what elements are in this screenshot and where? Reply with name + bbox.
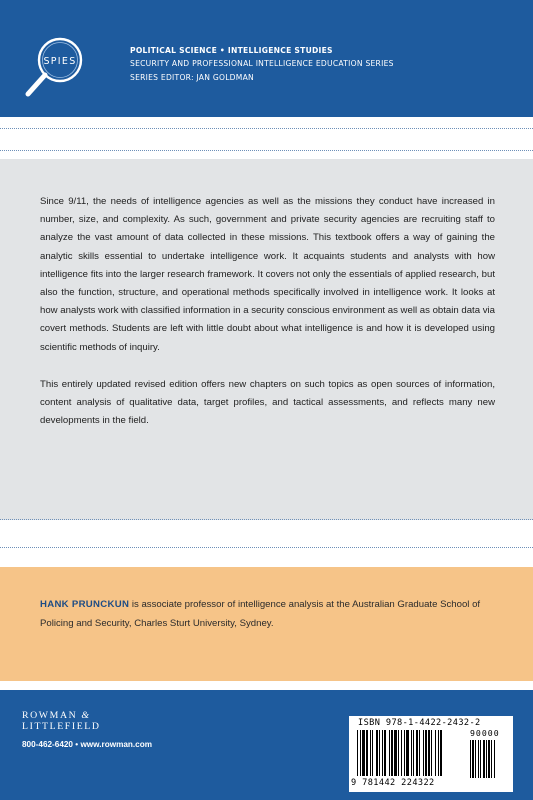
barcode-addon-bar	[483, 740, 485, 778]
barcode-bar	[401, 730, 402, 776]
price-code: 90000	[470, 728, 500, 738]
barcode-bar	[423, 730, 424, 776]
publisher-logo	[22, 711, 101, 732]
isbn-barcode	[349, 716, 513, 792]
category-line: POLITICAL SCIENCE • INTELLIGENCE STUDIES	[130, 46, 333, 55]
barcode-addon-bar	[480, 740, 481, 778]
spies-logo-magnifier-icon	[22, 30, 94, 102]
dotted-rule	[0, 547, 533, 548]
series-line: SECURITY AND PROFESSIONAL INTELLIGENCE EDUCATION SERIES	[130, 59, 394, 69]
logo-text: SPIES	[43, 56, 77, 67]
publisher-contact	[22, 740, 152, 749]
author-bio-text: is associate professor of intelligence analysis at the Australian Graduate School of Policing and Security, Charles Sturt University, Sydney.	[40, 599, 481, 629]
barcode-bar	[431, 730, 432, 776]
barcode-bar	[366, 730, 368, 776]
description-paragraph: Since 9/11, the needs of intelligence agencies as well as the missions they conduct have increased in number, size, and complexity. As such, government and private security agencies are recruiting staff to analyze the vast amount of data collected in these missions. This textbook offers a way of gaining the analytic skills essential to undertake intelligence work. It acquaints students and analysts with how intelligence fits into the larger research framework. It covers not only the essentials of applied research, but also the function, structure, and operational methods specifically involved in intelligence work. It looks at how analysts work with classified information in a security conscious environment as well as obtain data via covert methods. Students are left with little doubt about what intelligence is and how it is developed using scientific methods of inquiry.	[40, 196, 495, 353]
dotted-rule	[0, 128, 533, 129]
barcode-addon-bar	[488, 740, 490, 778]
publisher-line-2: LITTLEFIELD	[22, 720, 101, 732]
author-name: HANK PRUNCKUN	[40, 599, 130, 610]
series-editor-line: SERIES EDITOR: JAN GOLDMAN	[130, 72, 254, 82]
dotted-rule	[0, 150, 533, 151]
barcode-bar	[413, 730, 414, 776]
dotted-rule	[0, 519, 533, 520]
series-info	[130, 44, 394, 84]
barcode-addon-bar	[491, 740, 492, 778]
barcode-bar	[372, 730, 373, 776]
barcode-bar	[360, 730, 361, 776]
barcode-bar	[357, 730, 358, 776]
barcode-bar	[438, 730, 439, 776]
barcode-addon-bar	[470, 740, 471, 778]
barcode-bar	[440, 730, 442, 776]
publisher-website: www.rowman.com	[80, 740, 153, 749]
publisher-line-1: ROWMAN	[22, 710, 78, 721]
barcode-addon-bar	[472, 740, 474, 778]
barcode-bar	[362, 730, 365, 776]
barcode-bar	[384, 730, 386, 776]
barcode-bar	[370, 730, 371, 776]
publisher-ampersand: &	[81, 710, 90, 721]
upper-white-strip	[0, 117, 533, 159]
barcode-bar	[419, 730, 420, 776]
author-bio	[40, 595, 500, 633]
isbn-label: ISBN 978-1-4422-2432-2	[358, 718, 481, 728]
description-paragraph: This entirely updated revised edition offers new chapters on such topics as open sources of information, content analysis of qualitative data, target profiles, and tactical assessments, and reflects many new developments in the field.	[40, 378, 495, 427]
ean-digits: 9 781442 224322	[351, 778, 435, 788]
barcode-bar	[398, 730, 399, 776]
barcode-bar	[428, 730, 430, 776]
barcode-addon-bar	[486, 740, 487, 778]
barcode-bar	[391, 730, 393, 776]
contact-separator: •	[75, 740, 79, 749]
barcode-bar	[416, 730, 418, 776]
barcode-bar	[404, 730, 405, 776]
middle-white-strip	[0, 520, 533, 567]
publisher-phone: 800-462-6420	[22, 740, 73, 749]
barcode-bar	[394, 730, 397, 776]
barcode-bar	[435, 730, 436, 776]
barcode-bar	[411, 730, 412, 776]
barcode-bar	[425, 730, 427, 776]
book-description	[40, 193, 495, 449]
barcode-bar	[379, 730, 380, 776]
barcode-addon-bar	[475, 740, 476, 778]
barcode-bar	[376, 730, 378, 776]
barcode-addon-bar	[494, 740, 495, 778]
barcode-bar	[382, 730, 383, 776]
barcode-bar	[406, 730, 409, 776]
barcode-addon-bar	[478, 740, 479, 778]
barcode-bar	[389, 730, 390, 776]
